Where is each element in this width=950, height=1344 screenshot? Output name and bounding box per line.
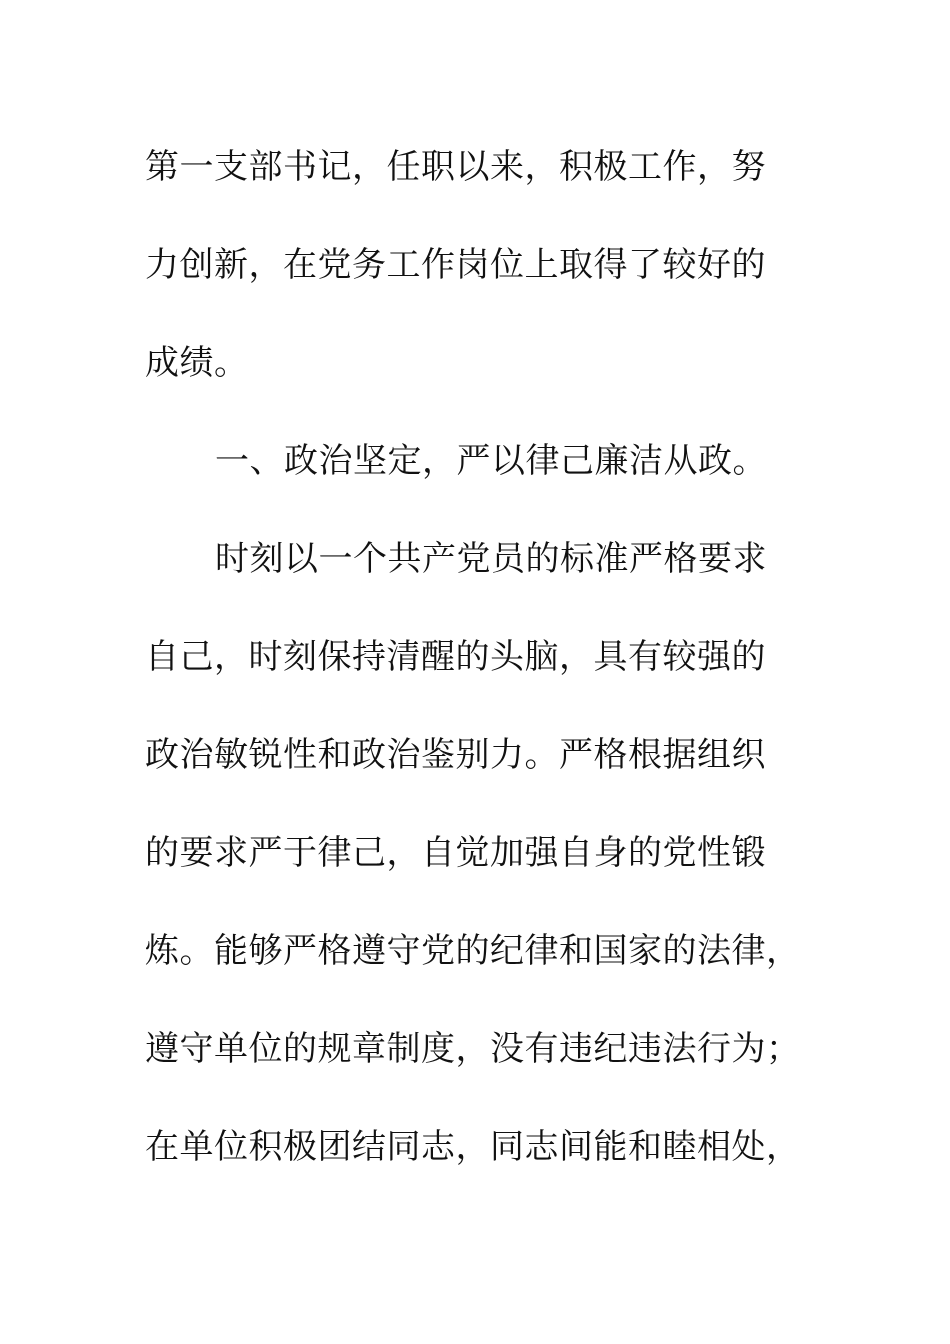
text-line-7: 政治敏锐性和政治鉴别力。严格根据组织 bbox=[145, 735, 766, 775]
text-line-1: 第一支部书记，任职以来，积极工作，努 bbox=[145, 147, 766, 187]
text-line-8: 的要求严于律己，自觉加强自身的党性锻 bbox=[145, 833, 766, 873]
text-line-10: 遵守单位的规章制度，没有违纪违法行为； bbox=[145, 1029, 801, 1069]
text-line-5: 时刻以一个共产党员的标准严格要求 bbox=[215, 539, 767, 579]
section-heading: 一、政治坚定，严以律己廉洁从政。 bbox=[215, 441, 767, 481]
text-line-3: 成绩。 bbox=[145, 343, 249, 383]
text-line-11: 在单位积极团结同志，同志间能和睦相处， bbox=[145, 1127, 801, 1167]
document-body bbox=[145, 118, 805, 1196]
text-line-9: 炼。能够严格遵守党的纪律和国家的法律， bbox=[145, 931, 801, 971]
text-line-6: 自己，时刻保持清醒的头脑，具有较强的 bbox=[145, 637, 766, 677]
text-line-2: 力创新，在党务工作岗位上取得了较好的 bbox=[145, 245, 766, 285]
